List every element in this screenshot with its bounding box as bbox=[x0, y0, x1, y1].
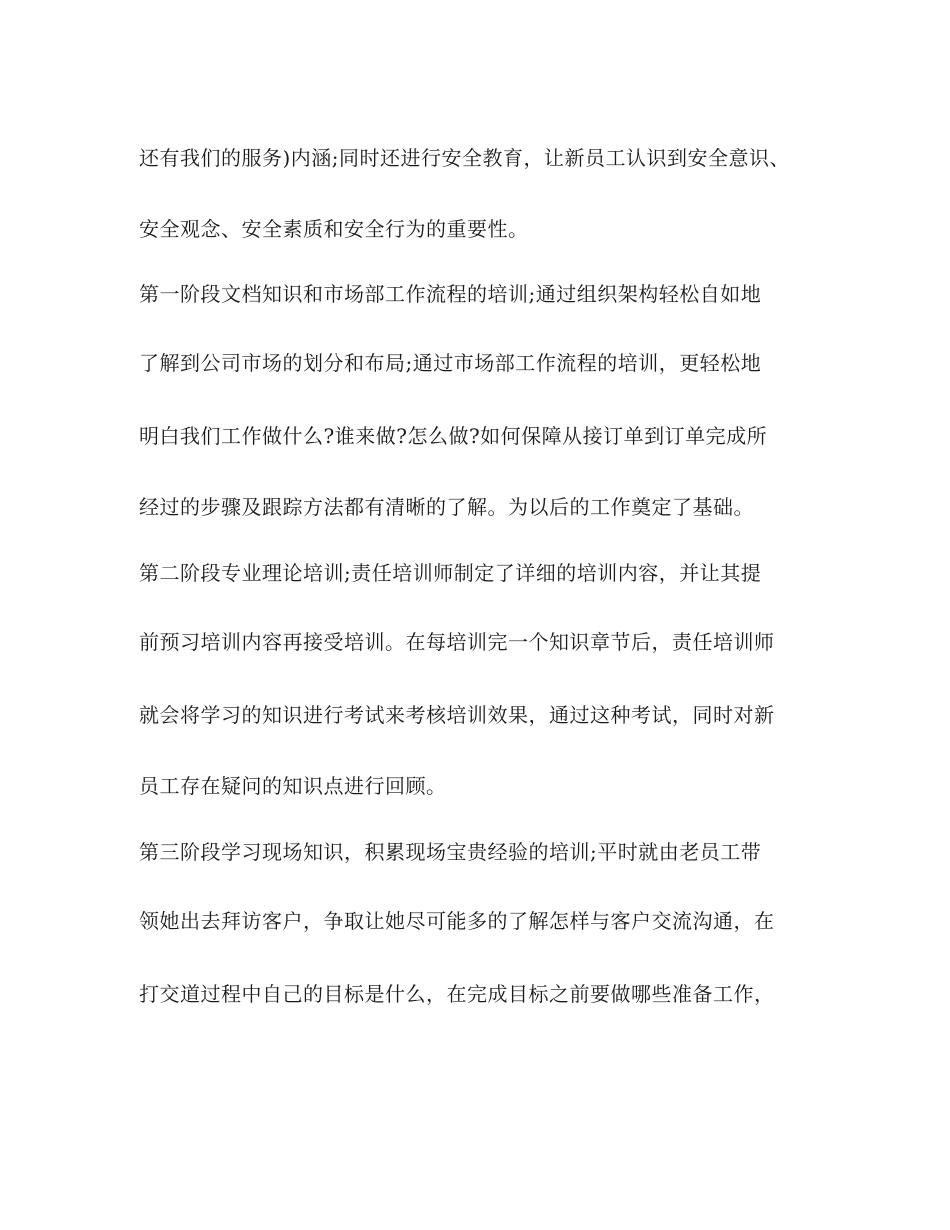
text-line: 第三阶段学习现场知识，积累现场宝贵经验的培训;平时就由老员工带 bbox=[139, 840, 762, 864]
text-line: 经过的步骤及跟踪方法都有清晰的了解。为以后的工作奠定了基础。 bbox=[139, 495, 754, 519]
text-line: 还有我们的服务)内涵;同时还进行安全教育，让新员工认识到安全意识、 bbox=[139, 146, 791, 170]
text-line: 打交道过程中自己的目标是什么，在完成目标之前要做哪些准备工作， bbox=[139, 982, 775, 1006]
text-line: 就会将学习的知识进行考试来考核培训效果，通过这种考试，同时对新 bbox=[139, 703, 775, 727]
text-line: 员工存在疑问的知识点进行回顾。 bbox=[139, 774, 447, 798]
text-line: 领她出去拜访客户，争取让她尽可能多的了解怎样与客户交流沟通，在 bbox=[139, 909, 775, 933]
text-line: 了解到公司市场的划分和布局;通过市场部工作流程的培训，更轻松地 bbox=[139, 351, 762, 375]
text-line: 第二阶段专业理论培训;责任培训师制定了详细的培训内容，并让其提 bbox=[139, 561, 762, 585]
text-line: 第一阶段文档知识和市场部工作流程的培训;通过组织架构轻松自如地 bbox=[139, 282, 762, 306]
text-line: 明白我们工作做什么?谁来做?怎么做?如何保障从接订单到订单完成所 bbox=[139, 424, 768, 448]
text-line: 前预习培训内容再接受培训。在每培训完一个知识章节后，责任培训师 bbox=[139, 630, 775, 654]
text-line: 安全观念、安全素质和安全行为的重要性。 bbox=[139, 217, 529, 241]
